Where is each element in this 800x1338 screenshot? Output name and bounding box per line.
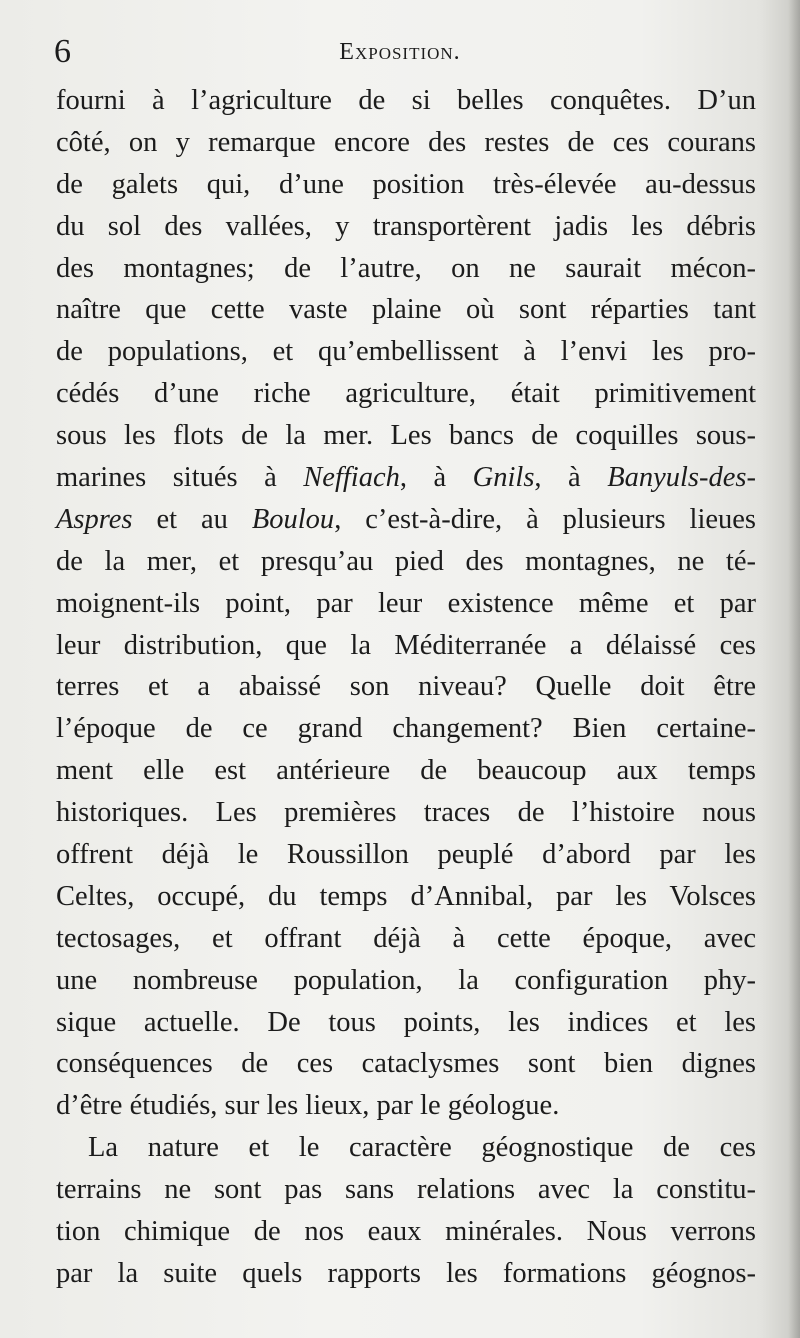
text-line: de galets qui, d’une position très-élevée au-dessus: [56, 168, 756, 200]
place-name-aspres: Aspres: [56, 503, 133, 535]
text-line: de populations, et qu’embellissent à l’envi les pro-: [56, 336, 756, 368]
running-title: Exposition.: [339, 39, 461, 65]
text-line: des montagnes; de l’autre, on ne saurait mécon-: [56, 252, 756, 284]
place-name-gnils: Gnils: [472, 462, 535, 494]
text-line: l’époque de ce grand changement? Bien certaine-: [56, 713, 756, 745]
text-line: d’être étudiés, sur les lieux, par le géologue.: [56, 1090, 560, 1122]
page-header: [0, 30, 800, 74]
body-text: [56, 80, 756, 1295]
text-line: une nombreuse population, la configuration phy-: [56, 964, 756, 996]
place-name-banyuls: Banyuls-des-: [607, 462, 756, 494]
text-line: leur distribution, que la Méditerranée a délaissé ces: [56, 629, 756, 661]
text-line: moignent-ils point, par leur existence même et par: [56, 587, 756, 619]
page-number: 6: [54, 33, 71, 70]
text-line: cédés d’une riche agriculture, était primitivement: [56, 378, 756, 410]
text-line: ment elle est antérieure de beaucoup aux temps: [56, 755, 756, 787]
text-line: Aspres et au Boulou, c’est-à-dire, à plusieurs lieues: [56, 503, 757, 535]
page-edge-shadow: [788, 0, 800, 1338]
text-line: marines situés à Neffiach, à Gnils, à Banyuls-des-: [56, 462, 756, 494]
text-line: tectosages, et offrant déjà à cette époque, avec: [56, 922, 756, 954]
text-line: sique actuelle. De tous points, les indices et les: [56, 1006, 756, 1038]
text-line: côté, on y remarque encore des restes de ces courans: [56, 126, 756, 158]
text-line: Celtes, occupé, du temps d’Annibal, par les Volsces: [56, 880, 756, 912]
text-line: terrains ne sont pas sans relations avec la constitu-: [56, 1174, 756, 1206]
text-line: La nature et le caractère géognostique de ces: [88, 1132, 756, 1164]
text-line: fourni à l’agriculture de si belles conquêtes. D’un: [56, 85, 756, 116]
text-line: de la mer, et presqu’au pied des montagnes, ne té-: [56, 545, 756, 577]
text-line: par la suite quels rapports les formations géognos-: [56, 1257, 756, 1289]
text-line: conséquences de ces cataclysmes sont bien dignes: [56, 1048, 756, 1080]
text-line: terres et a abaissé son niveau? Quelle doit être: [56, 671, 756, 703]
place-name-boulou: Boulou: [251, 503, 335, 535]
text-line: naître que cette vaste plaine où sont réparties tant: [56, 294, 756, 326]
text-line: tion chimique de nos eaux minérales. Nous verrons: [56, 1216, 756, 1248]
text-line: sous les flots de la mer. Les bancs de coquilles sous-: [56, 420, 756, 452]
text-line: historiques. Les premières traces de l’histoire nous: [56, 797, 756, 829]
text-line: du sol des vallées, y transportèrent jadis les débris: [56, 210, 756, 242]
text-line: offrent déjà le Roussillon peuplé d’abord par les: [56, 839, 756, 871]
place-name-neffiach: Neffiach: [303, 462, 400, 494]
